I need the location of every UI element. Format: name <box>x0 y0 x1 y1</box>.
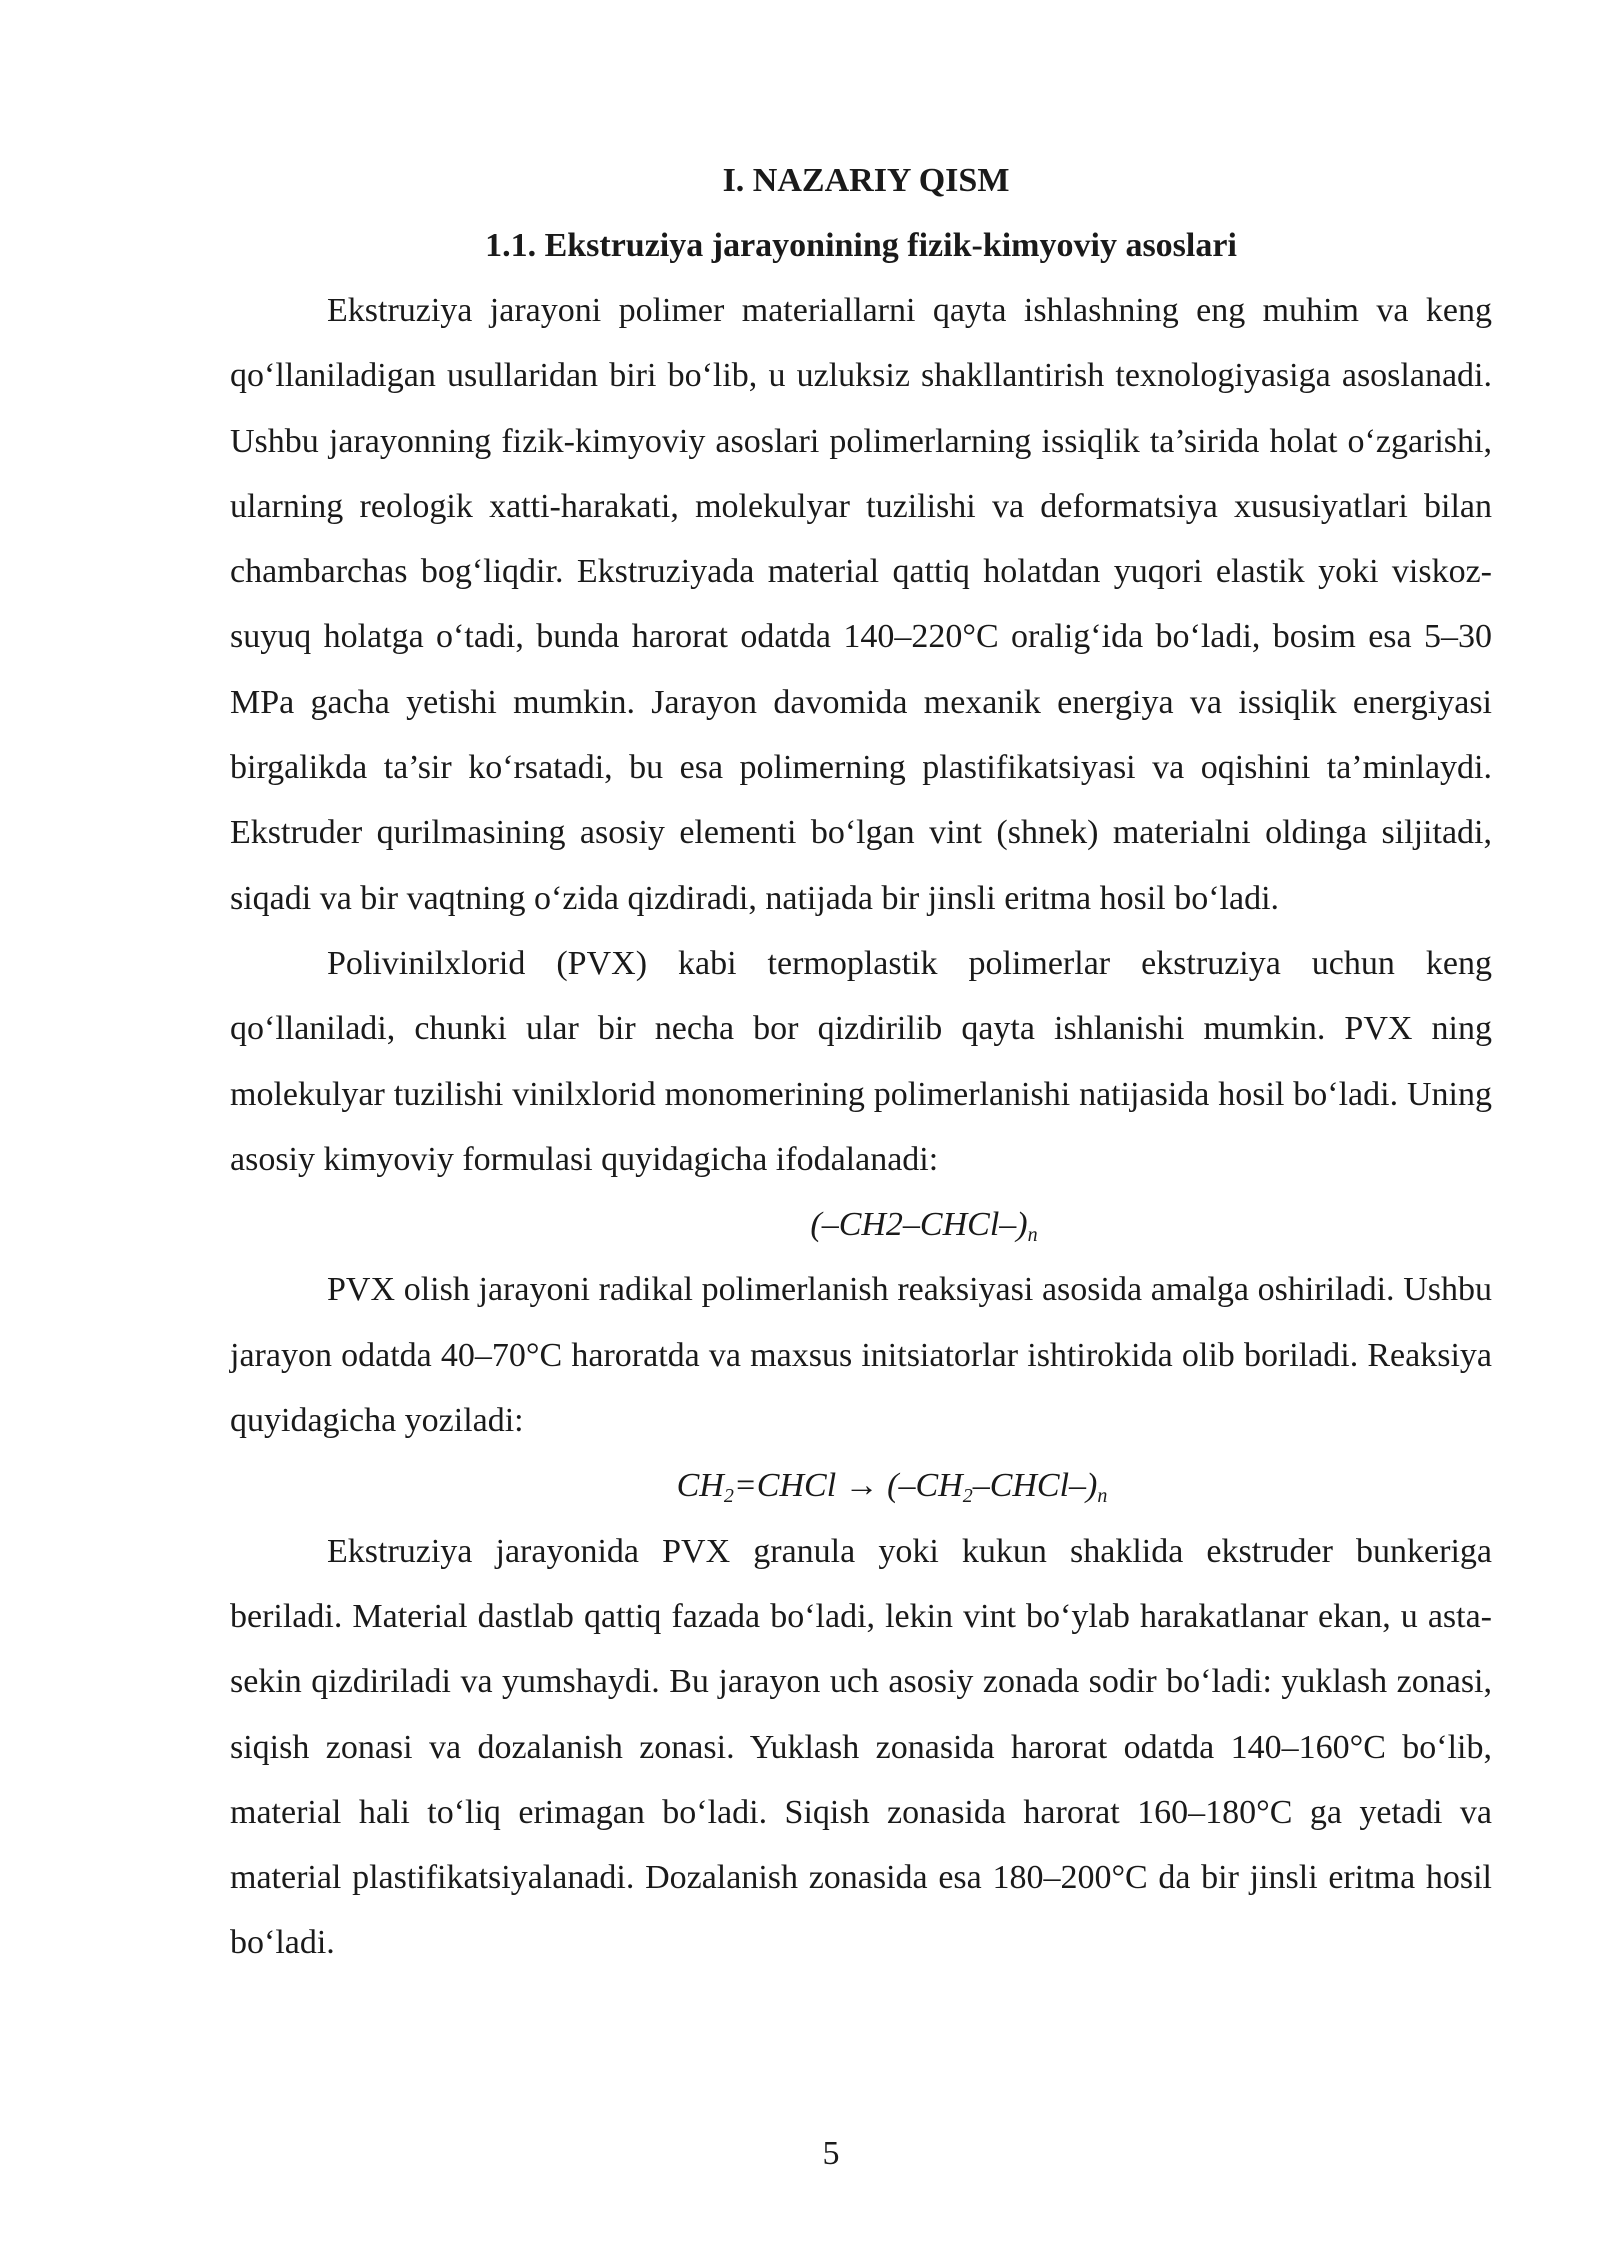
formula-pvc <box>230 1192 1492 1257</box>
formula-reaction-sub-n: n <box>1097 1485 1108 1508</box>
formula-pvc-subscript: n <box>1027 1224 1038 1247</box>
formula-reaction-sub-b: 2 <box>962 1485 973 1508</box>
formula-pvc-main: (–CH2–CHCl–) <box>810 1206 1028 1244</box>
page-content <box>230 148 1492 1976</box>
formula-reaction-sub-a: 2 <box>723 1485 734 1508</box>
chapter-title: I. NAZARIY QISM <box>722 162 1010 199</box>
paragraph-3: PVX olish jarayoni radikal polimerlanish reaksiyasi asosida amalga oshiriladi. Ushbu jarayon odatda 40–70°C haroratda va maxsus initsiatorlar ishtirokida olib boriladi. Reaksiya quyidagicha yoziladi: <box>230 1271 1492 1440</box>
formula-reaction-part-c: –CHCl–) <box>972 1467 1098 1505</box>
page-number: 5 <box>822 2135 840 2172</box>
formula-reaction <box>230 1453 1492 1518</box>
paragraph-4: Ekstruziya jarayonida PVX granula yoki kukun shaklida ekstruder bunkeriga beriladi. Material dastlab qattiq fazada bo‘ladi, lekin vint bo‘ylab harakatlanar ekan, u asta-sekin qizdiriladi va yumshaydi. Bu jarayon uch asosiy zonada sodir bo‘ladi: yuklash zonasi, siqish zonasi va dozalanish zonasi. Yuklash zonasida harorat odatda 140–160°C bo‘lib, material hali to‘liq erimagan bo‘ladi. Siqish zonasida harorat 160–180°C ga yetadi va material plastifikatsiyalanadi. Dozalanish zonasida esa 180–200°C da bir jinsli eritma hosil bo‘ladi. <box>230 1532 1492 1962</box>
formula-reaction-part-a: CH <box>676 1467 724 1505</box>
formula-reaction-part-b: =CHCl → (–CH <box>733 1467 963 1505</box>
paragraph-2: Polivinilxlorid (PVX) kabi termoplastik polimerlar ekstruziya uchun keng qo‘llaniladi, chunki ular bir necha bor qizdirilib qayta ishlanishi mumkin. PVX ning molekulyar tuzilishi vinilxlorid monomerining polimerlanishi natijasida hosil bo‘ladi. Uning asosiy kimyoviy formulasi quyidagicha ifodalanadi: <box>230 944 1492 1178</box>
section-title: 1.1. Ekstruziya jarayonining fizik-kimyoviy asoslari <box>485 227 1237 264</box>
paragraph-1: Ekstruziya jarayoni polimer materiallarni qayta ishlashning eng muhim va keng qo‘llaniladigan usullaridan biri bo‘lib, u uzluksiz shakllantirish texnologiyasiga asoslanadi. Ushbu jarayonning fizik-kimyoviy asoslari polimerlarning issiqlik ta’sirida holat o‘zgarishi, ularning reologik xatti-harakati, molekulyar tuzilishi va deformatsiya xususiyatlari bilan chambarchas bog‘liqdir. Ekstruziyada material qattiq holatdan yuqori elastik yoki viskoz-suyuq holatga o‘tadi, bunda harorat odatda 140–220°C oralig‘ida bo‘ladi, bosim esa 5–30 MPa gacha yetishi mumkin. Jarayon davomida mexanik energiya va issiqlik energiyasi birgalikda ta’sir ko‘rsatadi, bu esa polimerning plastifikatsiyasi va oqishini ta’minlaydi. Ekstruder qurilmasining asosiy elementi bo‘lgan vint (shnek) materialni oldinga siljitadi, siqadi va bir vaqtning o‘zida qizdiradi, natijada bir jinsli eritma hosil bo‘ladi. <box>230 292 1492 917</box>
